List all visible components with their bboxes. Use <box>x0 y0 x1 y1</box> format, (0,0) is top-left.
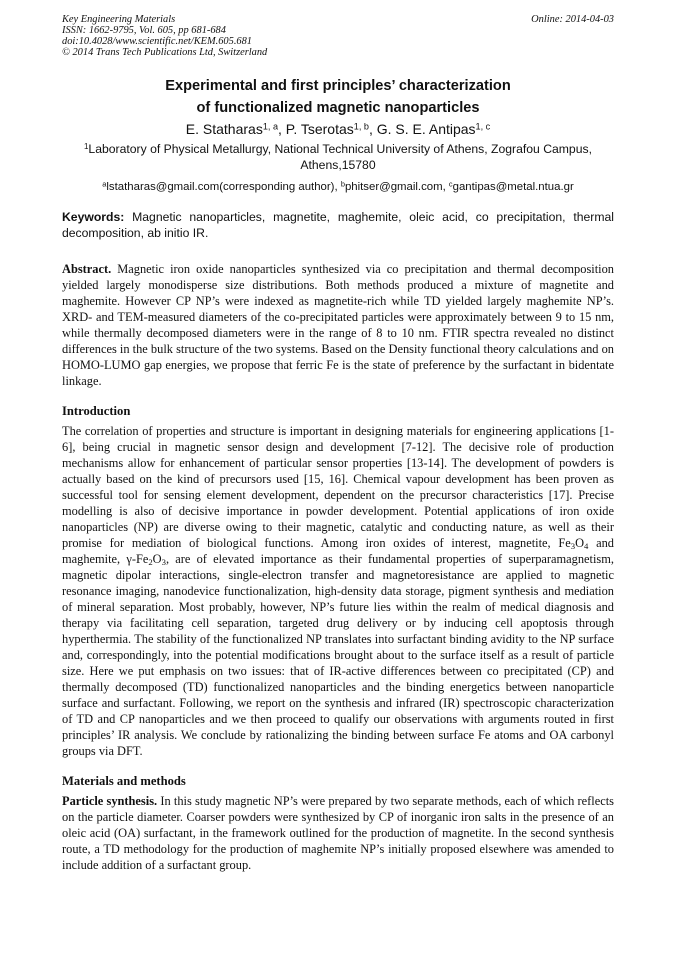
email-sup: b <box>340 179 345 189</box>
affiliation-text: Laboratory of Physical Metallurgy, National Technical University of Athens, Zografou Campus, Athens,15780 <box>88 142 592 172</box>
intro-text: O <box>575 536 585 550</box>
particle-synthesis-label: Particle synthesis. <box>62 794 158 808</box>
email-sup: a <box>102 179 107 189</box>
abstract-label: Abstract. <box>62 262 112 276</box>
title-line-1: Experimental and first principles’ characterization <box>165 78 511 94</box>
author-name: P. Tserotas <box>285 121 354 137</box>
affiliation <box>62 141 614 173</box>
methods-paragraph <box>62 793 614 873</box>
affiliation-sup: 1 <box>84 142 89 152</box>
methods-text: In this study magnetic NP’s were prepared by two separate methods, each of which reflects on the particle diameter. Coarser powders were synthesized by CP of inorganic iron salts in the presence of an oleic acid (OA) surfactant, in the framework outlined for the production of magnetite. In the second synthesis route, a TD methodology for the production of maghemite NP’s initially proposed elsewhere was amended to include addition of a surfactant group. <box>62 794 614 872</box>
author-affil-sup: 1, b <box>353 121 369 132</box>
introduction-paragraph <box>62 423 614 759</box>
author-name: G. S. E. Antipas <box>376 121 476 137</box>
subscript: 3 <box>570 541 576 552</box>
doi-line: doi:10.4028/www.scientific.net/KEM.605.681 <box>62 36 252 47</box>
subscript: 2 <box>148 557 153 568</box>
copyright-line: © 2014 Trans Tech Publications Ltd, Switzerland <box>62 47 268 58</box>
email-sup: c <box>448 179 453 189</box>
title-line-2: of functionalized magnetic nanoparticles <box>196 100 480 116</box>
introduction-heading: Introduction <box>62 404 131 418</box>
author-affil-sup: 1, c <box>475 121 491 132</box>
methods-heading: Materials and methods <box>62 774 186 788</box>
author-name: E. Statharas <box>185 121 263 137</box>
email-a: lstatharas@gmail.com(corresponding author), <box>106 181 341 193</box>
abstract-text: Magnetic iron oxide nanoparticles synthesized via co precipitation and thermal decomposition yielded largely monodisperse size distributions. Both methods produced a mixture of magnetite and maghemite. However CP NP’s were indexed as magnetite-rich while TD yielded largely maghemite NP’s. XRD- and TEM-measured diameters of the co-precipitated particles were approximately between 9 to 15 nm, while thermally decomposed diameters were in the range of 8 to 10 nm. FTIR spectra revealed no distinct differences in the bulk structure of the two systems. Based on the Density functional theory calculations and on HOMO-LUMO gap energies, we propose that ferric Fe is the state of preference by the surfactant in bidentate linkage. <box>62 262 614 388</box>
abstract <box>62 261 614 389</box>
author-affil-sup: 1, a <box>262 121 278 132</box>
intro-text: and maghemite, γ-Fe <box>62 536 614 566</box>
journal-header <box>62 14 614 58</box>
keywords-text: Magnetic nanoparticles, magnetite, maghemite, oleic acid, co precipitation, thermal decomposition, ab initio IR. <box>62 210 614 240</box>
intro-text: , are of elevated importance as their fundamental properties of superparamagnetism, magnetic dipolar interactions, single-electron transfer and magnetoresistance are applied to magnetic resonance imaging, nanodevice functionalization, high-density data storage, pigment synthesis and mediation of mineral separation. Most probably, however, NP’s future lies within the realm of medical diagnosis and therapy via facilitating cell separation, targeted drug delivery or by inducing cell apoptosis through hyperthermia. The stability of the functionalized NP translates into surfactant binding avidity to the NP surface and, correspondingly, into the potential modifications brought about to the surface itself as a result of particle size. Here we put emphasis on two issues: that of IR-active differences between co precipitated (CP) and thermally decomposed (TD) functionalized nanoparticles and the binding energetics between nanoparticle surface and surfactant. Following, we report on the synthesis and infrared (IR) spectroscopic characterization of TD and CP nanoparticles and we then proceed to qualify our observations with arguments routed in first principles’ IR analysis. We conclude by rationalizing the binding between surface Fe atoms and OA carbonyl groups via DFT. <box>62 552 614 758</box>
subscript: 3 <box>161 557 166 568</box>
author-separator: , <box>278 121 286 137</box>
intro-text: The correlation of properties and structure is important in designing materials for engineering applications [1-6], being crucial in magnetic sensor design and development [7-12]. The decisive role of production mechanisms allow for enhancement of particular sensor properties [13-14]. The development of powders is actually based on the kind of precursors used [15, 16]. Chemical vapour development has been proven as successful tool for sensing element development, dependent on the precursor characteristics [17]. Precise modelling is also of decisive importance in powder development. Potential applications of iron oxide nanoparticles (NP) are diverse owing to their magnetic, catalytic and conducting nature, as well as their promise for mediation of biological functions. Among iron oxides of interest, magnetite, Fe <box>62 424 614 550</box>
keywords-label: Keywords: <box>62 210 125 224</box>
journal-name: Key Engineering Materials <box>62 14 176 25</box>
online-date: Online: 2014-04-03 <box>531 14 614 25</box>
paper-title <box>62 75 614 119</box>
email-b: phitser@gmail.com, <box>344 181 449 193</box>
author-emails <box>62 179 614 195</box>
subscript: 4 <box>584 541 589 552</box>
keywords <box>62 209 614 241</box>
intro-text: O <box>152 552 162 566</box>
author-separator: , <box>368 121 377 137</box>
author-list <box>62 119 614 139</box>
paper-page <box>62 14 614 873</box>
issn-line: ISSN: 1662-9795, Vol. 605, pp 681-684 <box>62 25 226 36</box>
email-c: gantipas@metal.ntua.gr <box>452 181 574 193</box>
